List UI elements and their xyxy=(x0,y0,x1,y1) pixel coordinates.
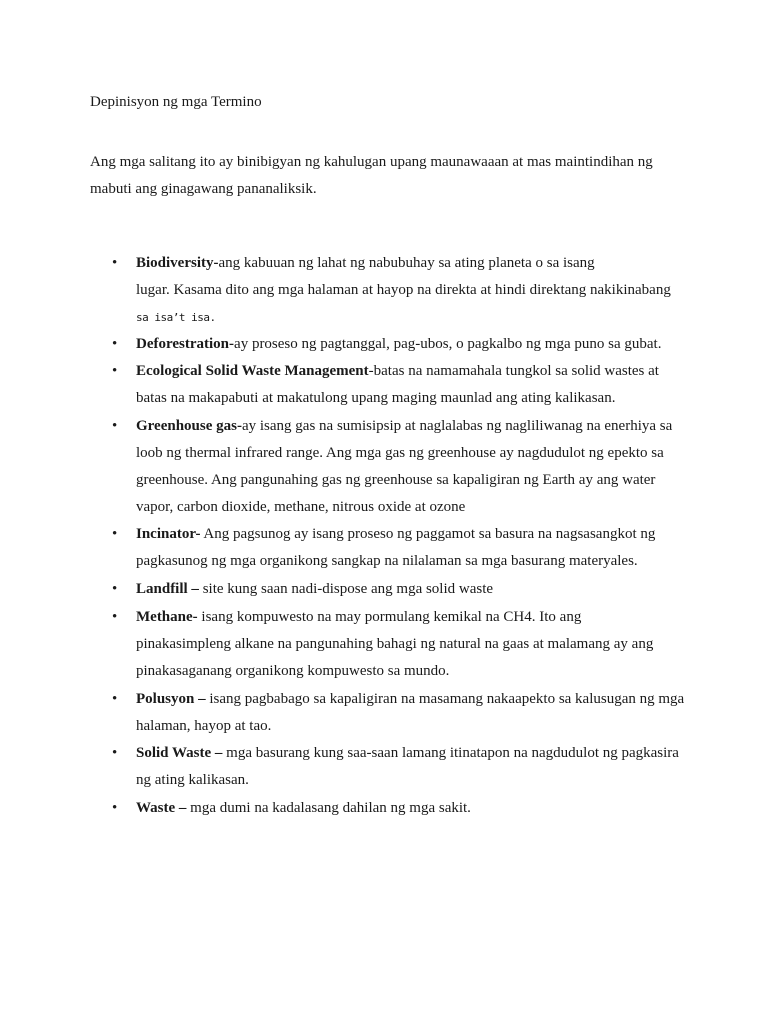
term-definition: halaman, hayop at tao. xyxy=(136,718,272,734)
term-definition: mga basurang kung saa-saan lamang itinatapon na nagdudulot ng pagkasira xyxy=(222,745,679,761)
bullet-icon: • xyxy=(112,336,118,352)
term-definition: pinakasaganang organikong kompuwesto sa mundo. xyxy=(136,663,450,679)
term-item-greenhouse-gas xyxy=(112,413,686,521)
term-name: Polusyon – xyxy=(136,691,206,707)
term-definition: mga dumi na kadalasang dahilan ng mga sakit. xyxy=(186,800,471,816)
term-name: Ecological Solid Waste Management xyxy=(136,363,369,379)
intro-paragraph xyxy=(90,149,690,203)
term-definition: sa isa’t isa. xyxy=(136,311,216,324)
term-definition: isang pagbabago sa kapaligiran na masamang nakaapekto sa kalusugan ng mga xyxy=(205,691,685,707)
term-definition: ay isang gas na sumisipsip at naglalabas ng nagliliwanag na enerhiya sa xyxy=(241,418,673,434)
term-definition: loob ng thermal infrared range. Ang mga gas ng greenhouse ay nagdudulot ng epekto sa xyxy=(136,445,664,461)
term-definition: lugar. Kasama dito ang mga halaman at hayop na direkta at hindi direktang nakikinabang xyxy=(136,282,671,298)
term-definition: Ang pagsunog ay isang proseso ng paggamot sa basura na nagsasangkot ng xyxy=(200,526,656,542)
term-definition: pagkasunog ng mga organikong sangkap na nilalaman sa mga basurang materyales. xyxy=(136,553,638,569)
term-item-landfill xyxy=(112,576,686,603)
bullet-icon: • xyxy=(112,581,118,597)
term-item-solid-waste xyxy=(112,740,686,794)
term-item-ecological-solid-waste-management xyxy=(112,358,686,412)
term-item-waste xyxy=(112,795,686,822)
term-item-biodiversity xyxy=(112,250,686,331)
term-definition: vapor, carbon dioxide, methane, nitrous oxide at ozone xyxy=(136,499,466,515)
bullet-icon: • xyxy=(112,526,118,542)
bullet-icon: • xyxy=(112,418,118,434)
term-item-polusyon xyxy=(112,686,686,740)
term-name: Greenhouse gas- xyxy=(136,418,242,434)
bullet-icon: • xyxy=(112,609,118,625)
term-name: Incinator- xyxy=(136,526,201,542)
term-item-deforestration xyxy=(112,331,686,358)
term-name: Methane- xyxy=(136,609,198,625)
term-definition: -batas na namamahala tungkol sa solid wastes at xyxy=(368,363,659,379)
term-name: Landfill – xyxy=(136,581,199,597)
bullet-icon: • xyxy=(112,800,118,816)
term-definition: ay proseso ng pagtanggal, pag-ubos, o pagkalbo ng mga puno sa gubat. xyxy=(234,336,662,352)
term-definition: site kung saan nadi-dispose ang mga solid waste xyxy=(198,581,494,597)
term-definition: pinakasimpleng alkane na pangunahing bahagi ng natural na gaas at malamang ay ang xyxy=(136,636,654,652)
term-name: Biodiversity- xyxy=(136,255,219,271)
term-definition: greenhouse. Ang pangunahing gas ng greenhouse sa kapaligiran ng Earth ay ang water xyxy=(136,472,656,488)
bullet-icon: • xyxy=(112,363,118,379)
term-item-incinator xyxy=(112,521,686,575)
intro-line: mabuti ang ginagawang pananaliksik. xyxy=(90,181,317,197)
term-definition: ng ating kalikasan. xyxy=(136,772,249,788)
term-definition: isang kompuwesto na may pormulang kemikal na CH4. Ito ang xyxy=(197,609,582,625)
document-heading: Depinisyon ng mga Termino xyxy=(90,94,262,110)
term-item-methane xyxy=(112,604,686,685)
term-definition: batas na makapabuti at makatulong upang maging maunlad ang ating kalikasan. xyxy=(136,390,616,406)
bullet-icon: • xyxy=(112,691,118,707)
term-name: Deforestration- xyxy=(136,336,235,352)
bullet-icon: • xyxy=(112,255,118,271)
term-name: Solid Waste – xyxy=(136,745,223,761)
intro-line: Ang mga salitang ito ay binibigyan ng kahulugan upang maunawaaan at mas maintindihan ng xyxy=(90,154,653,170)
bullet-icon: • xyxy=(112,745,118,761)
term-name: Waste – xyxy=(136,800,187,816)
term-definition: ang kabuuan ng lahat ng nabubuhay sa ating planeta o sa isang xyxy=(218,255,595,271)
